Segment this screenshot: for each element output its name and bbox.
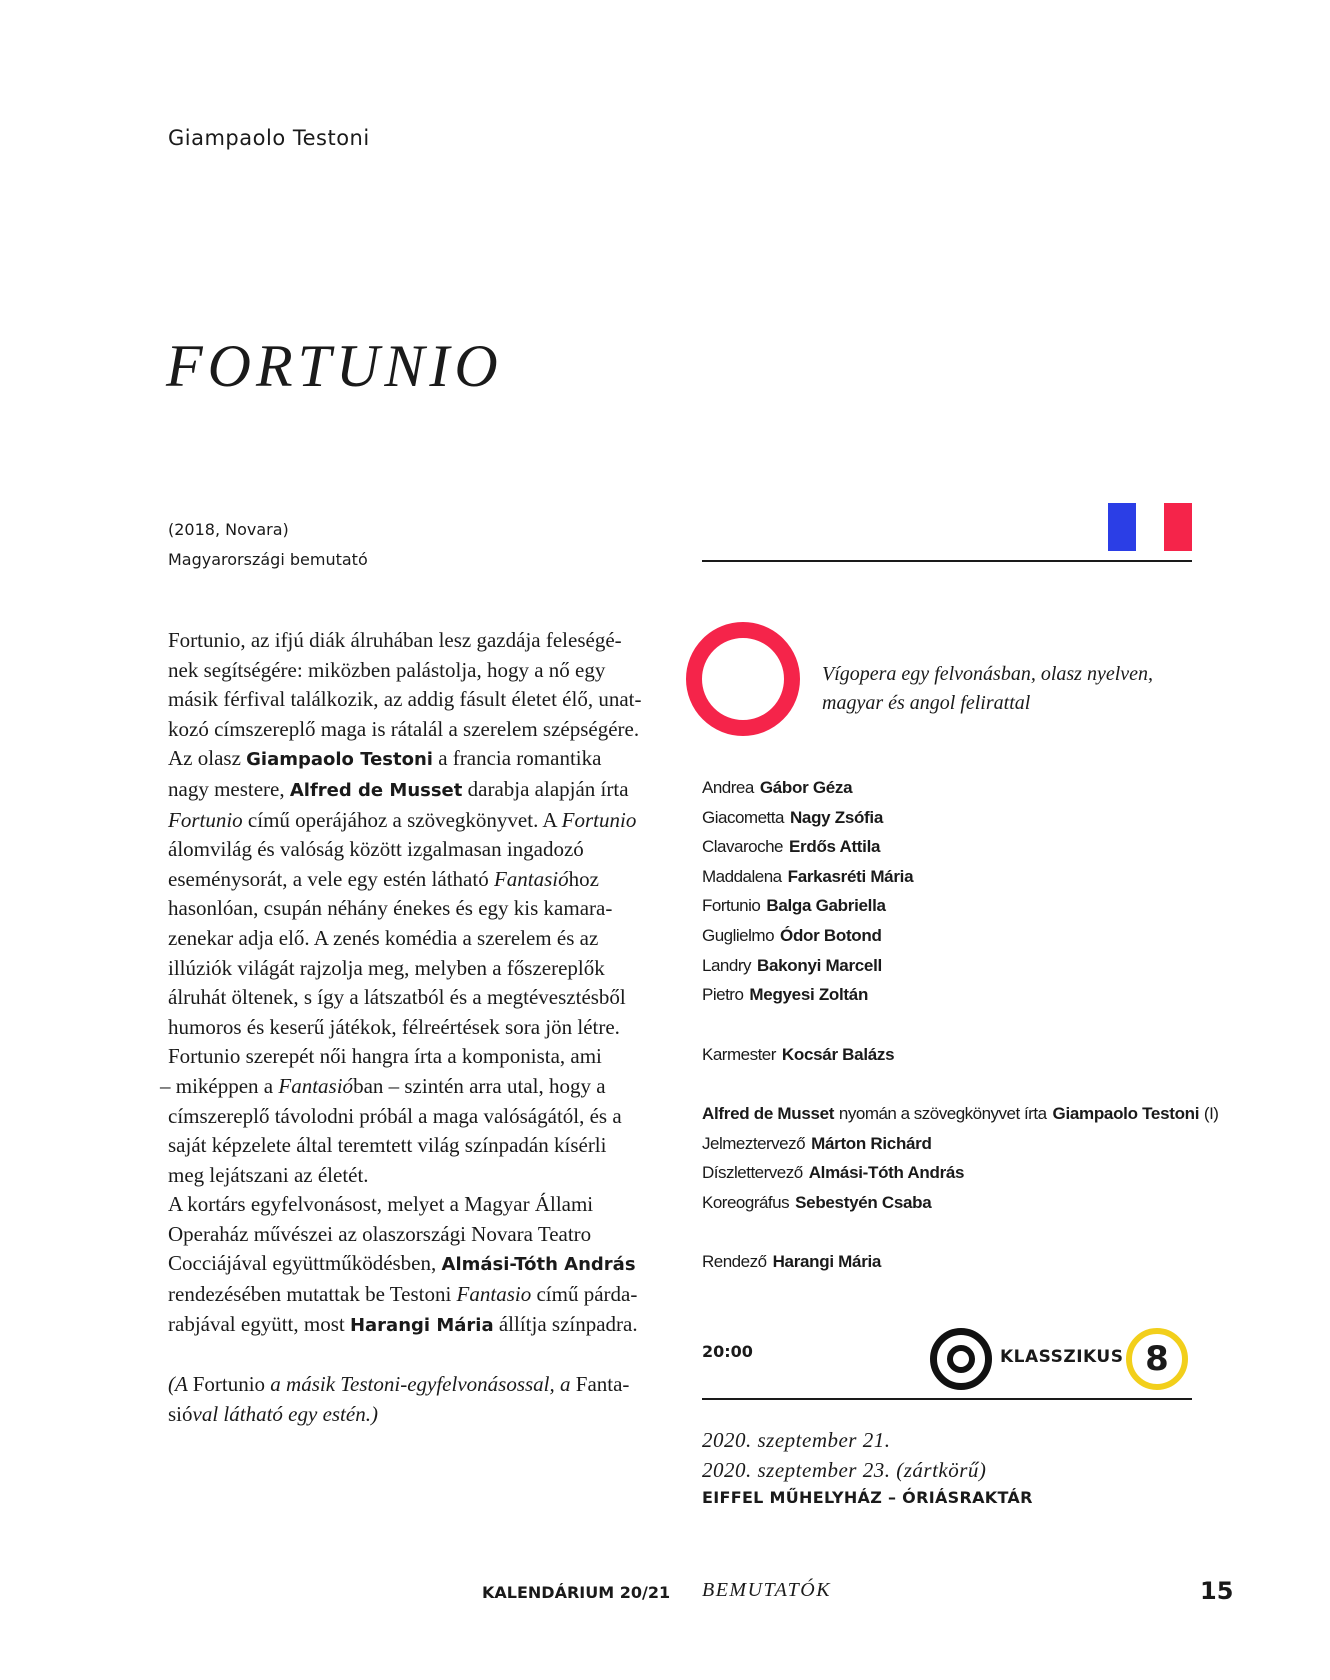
divider-bottom <box>702 1398 1192 1400</box>
cast-row: Andrea Gábor Géza <box>702 778 853 797</box>
description-text <box>160 626 668 1340</box>
conductor-row: Karmester Kocsár Balázs <box>702 1045 895 1064</box>
desc-line: rabjával együtt, most Harangi Mária állítja színpadra. <box>168 1311 638 1336</box>
desc-line: Fortunio szerepét női hangra írta a komponista, ami <box>168 1044 602 1069</box>
france-flag-icon <box>1108 503 1192 551</box>
desc-line: álomvilág és valóság között izgalmasan ingadozó <box>168 837 584 862</box>
cast-row: Pietro Megyesi Zoltán <box>702 985 869 1005</box>
venue-name: EIFFEL MŰHELYHÁZ – ÓRIÁSRAKTÁR <box>702 1488 1033 1507</box>
cast-row: Maddalena Farkasréti Mária <box>702 866 914 886</box>
composer-bold: Giampaolo Testoni <box>246 749 433 771</box>
desc-line: másik férfival találkozik, az addig fásult életet élő, unat- <box>168 687 642 712</box>
date-line: 2020. szeptember 23. (zártkörű) <box>702 1457 987 1482</box>
performance-dates <box>702 1426 986 1485</box>
series-label: KLASSZIKUS <box>1000 1347 1124 1367</box>
costume-row: Jelmeztervező Márton Richárd <box>702 1133 932 1153</box>
desc-line: saját képzelete által teremtett világ színpadán kísérli <box>168 1133 607 1158</box>
evening-note: (A Fortunio a másik Testoni-egyfelvonásossal, a Fanta- sióval látható egy estén.) <box>168 1372 630 1426</box>
genre-description: Vígopera egy felvonásban, olasz nyelven, magyar és angol felirattal <box>822 663 1154 714</box>
desc-line: A kortárs egyfelvonásost, melyet a Magyar Állami <box>168 1192 594 1217</box>
date-line: 2020. szeptember 21. <box>702 1428 891 1452</box>
cast-row: Fortunio Balga Gabriella <box>702 896 886 916</box>
cast-row: Giacometta Nagy Zsófia <box>702 807 883 827</box>
production-meta <box>168 515 368 575</box>
red-ring-icon <box>686 622 800 736</box>
series-number-badge: 8 <box>1126 1328 1188 1390</box>
cast-row: Clavaroche Erdős Attila <box>702 837 881 857</box>
cast-row: Landry Bakonyi Marcell <box>702 955 882 975</box>
choreo-row: Koreográfus Sebestyén Csaba <box>702 1192 932 1212</box>
cast-list <box>702 773 913 1010</box>
desc-line: nek segítségére: miközben palástolja, hogy a nő egy <box>168 657 606 682</box>
desc-line: humoros és keserű játékok, félreértések sora jön létre. <box>168 1014 620 1039</box>
desc-line: eseménysorát, a vele egy estén látható Fantasióhoz <box>168 866 599 891</box>
desc-line: Fortunio, az ifjú diák álruhában lesz gazdája feleségé- <box>168 628 622 652</box>
libretto-row: Alfred de Musset nyomán a szövegkönyvet írta Giampaolo Testoni (I) <box>702 1104 1219 1123</box>
desc-line: illúziók világát rajzolja meg, melyben a főszereplők <box>168 955 605 980</box>
premiere-note: Magyarországi bemutató <box>168 550 368 569</box>
page-number: 15 <box>1200 1577 1234 1605</box>
desc-line: rendezésében mutattak be Testoni Fantasio című párda- <box>168 1282 638 1307</box>
page-title: FORTUNIO <box>166 333 503 399</box>
desc-line: Cocciájával együttműködésben, Almási-Tóth András <box>168 1251 636 1276</box>
desc-line: álruhát öltenek, s így a látszatból és a megtévesztésből <box>168 985 626 1010</box>
stage-director-bold: Harangi Mária <box>349 1314 494 1336</box>
desc-line: zenekar adja elő. A zenés komédia a szerelem és az <box>168 925 599 950</box>
flag-blue-stripe <box>1108 503 1136 551</box>
creative-team <box>702 1099 1218 1217</box>
composer-name: Giampaolo Testoni <box>168 126 370 150</box>
desc-line: meg lejátszani az életét. <box>168 1162 369 1187</box>
flag-red-stripe <box>1164 503 1192 551</box>
desc-line: Az olasz Giampaolo Testoni a francia romantika <box>168 746 602 771</box>
set-row: Díszlettervező Almási-Tóth András <box>702 1163 965 1183</box>
footer-section: BEMUTATÓK <box>702 1579 832 1601</box>
desc-line: nagy mestere, Alfred de Musset darabja alapján írta <box>168 776 629 801</box>
cast-row: Guglielmo Ódor Botond <box>702 925 882 945</box>
author-bold: Alfred de Musset <box>289 779 463 801</box>
desc-line: Operaház művészei az olaszországi Novara Teatro <box>168 1221 592 1246</box>
desc-line: címszereplő távolodni próbál a maga valóságától, és a <box>168 1103 622 1128</box>
director-row: Rendező Harangi Mária <box>702 1252 882 1271</box>
performance-time: 20:00 <box>702 1342 753 1361</box>
origin-text: (2018, Novara) <box>168 520 289 539</box>
target-icon <box>930 1328 992 1390</box>
desc-line: – miképpen a Fantasióban – szintén arra utal, hogy a <box>160 1073 606 1098</box>
divider-top <box>702 560 1192 562</box>
footer-magazine: KALENDÁRIUM 20/21 <box>482 1583 671 1602</box>
desc-line: kozó címszereplő maga is rátalál a szerelem szépségére. <box>168 716 640 741</box>
director-bold: Almási-Tóth András <box>441 1254 636 1276</box>
desc-line: hasonlóan, csupán néhány énekes és egy kis kamara- <box>168 896 613 921</box>
desc-line: Fortunio című operájához a szövegkönyvet. A Fortunio <box>168 807 637 832</box>
